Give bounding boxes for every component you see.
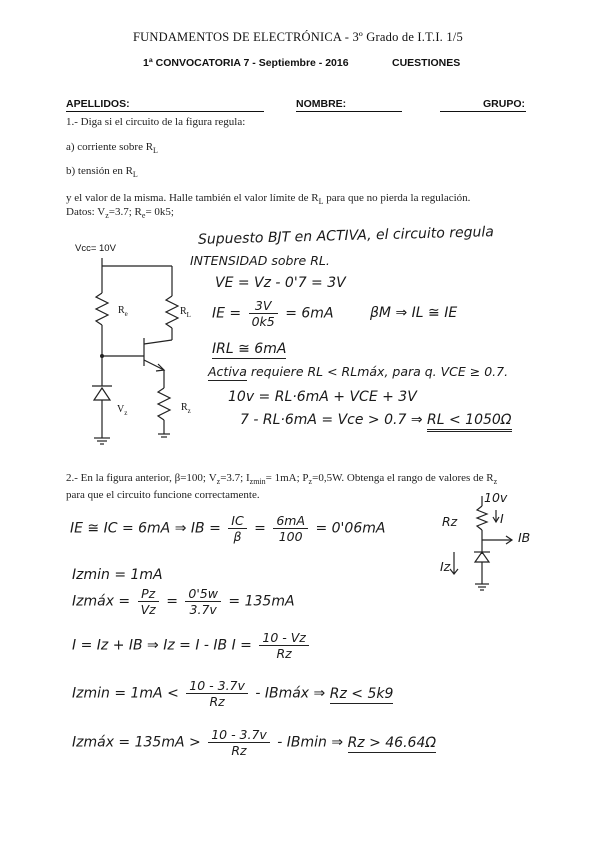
- q2-result-min: Rz > 46.64Ω: [347, 734, 437, 751]
- q1-result: RL < 1050Ω: [427, 412, 512, 432]
- section-label: CUESTIONES: [392, 57, 461, 69]
- q2-statement: 2.- En la figura anterior, β=100; $V_z=3.7$; $I_{zmin}= 1mA$; $P_z=0,5W$. Obtenga el rango de valores de $R_z$: [66, 472, 498, 487]
- q2-i-label: I: [500, 511, 504, 526]
- q2-vcc-label: 10v: [484, 490, 508, 505]
- q2-circuit-sketch: [440, 492, 550, 612]
- q1-answer-line3: VE = Vz - 0'7 = 3V: [215, 275, 346, 291]
- node-dot: [100, 354, 104, 358]
- q2-ib-label: IB: [518, 530, 531, 545]
- q1-option-b: b) tensión en $R_L$: [66, 165, 138, 180]
- name-field-label: NOMBRE:: [296, 98, 347, 110]
- q1-statement: 1.- Diga si el circuito de la figura regula:: [66, 116, 246, 128]
- surname-underline: [66, 111, 264, 112]
- re-label: $R_e$: [118, 305, 128, 318]
- q2-answer-line2: Izmin = 1mA: [72, 567, 163, 583]
- q2-answer-line5: Izmin = 1mA < $\frac{10 - 3.7v}{Rz}$ - IBmáx ⇒ Rz < 5k9: [72, 678, 394, 709]
- q2-iz-label: Iz: [440, 559, 451, 574]
- surname-field-label: APELLIDOS:: [66, 98, 130, 110]
- q1-answer-line4: IE = $\frac{3V}{0k5}$ = 6mA: [212, 298, 334, 329]
- q2-answer-line6: Izmáx = 135mA > $\frac{10 - 3.7v}{Rz}$ - IBmin ⇒ Rz > 46.64Ω: [72, 727, 437, 758]
- q1-answer-line5: IRL ≅ 6mA: [212, 341, 287, 357]
- q2-answer-line3: Izmáx = $\frac{Pz}{Vz}$ = $\frac{0'5w}{3.7v}$ = 135mA: [72, 586, 295, 617]
- vcc-label: Vcc= 10V: [75, 243, 116, 254]
- q2-answer-line4: I = Iz + IB ⇒ Iz = I - IB I = $\frac{10 - Vz}{Rz}$: [72, 630, 312, 661]
- q1-answer-line8: 7 - RL·6mA = Vce > 0.7 ⇒ RL < 1050Ω: [240, 412, 512, 428]
- q1-data: Datos: $V_z=3.7$; $R_e= 0k5$;: [66, 206, 174, 221]
- q2-answer-line1: IE ≅ IC = 6mA ⇒ IB = $\frac{IC}{\beta}$ = $\frac{6mA}{100}$ = 0'06mA: [70, 513, 386, 544]
- q1-circuit-diagram: [60, 238, 200, 448]
- group-field-label: GRUPO:: [483, 98, 525, 110]
- name-underline: [296, 111, 402, 112]
- q1-followup: y el valor de la misma. Halle también el valor límite de $R_L$ para que no pierda la regulación.: [66, 192, 471, 207]
- q2-result-max: Rz < 5k9: [329, 685, 394, 702]
- rz-label: $R_z$: [181, 402, 191, 415]
- rl-label: $R_L$: [180, 306, 191, 319]
- q1-answer-line2: INTENSIDAD sobre RL.: [190, 253, 330, 268]
- q1-answer-beta: βM ⇒ IL ≅ IE: [370, 305, 458, 321]
- vz-label: $V_z$: [117, 404, 128, 417]
- group-underline: [440, 111, 526, 112]
- exam-session: 1ª CONVOCATORIA 7 - Septiembre - 2016: [143, 57, 349, 69]
- q1-option-a: a) corriente sobre $R_L$: [66, 141, 158, 156]
- page-title: FUNDAMENTOS DE ELECTRÓNICA - 3º Grado de I.T.I. 1/5: [133, 30, 463, 44]
- q2-rz-label: Rz: [442, 514, 458, 529]
- q1-answer-line6: Activa requiere RL < RLmáx, para q. VCE ≥ 0.7.: [208, 364, 509, 379]
- q1-answer-line1: Supuesto BJT en ACTIVA, el circuito regula: [197, 224, 495, 248]
- q2-statement-line2: para que el circuito funcione correctamente.: [66, 489, 260, 501]
- q1-answer-line7: 10v = RL·6mA + VCE + 3V: [228, 389, 417, 405]
